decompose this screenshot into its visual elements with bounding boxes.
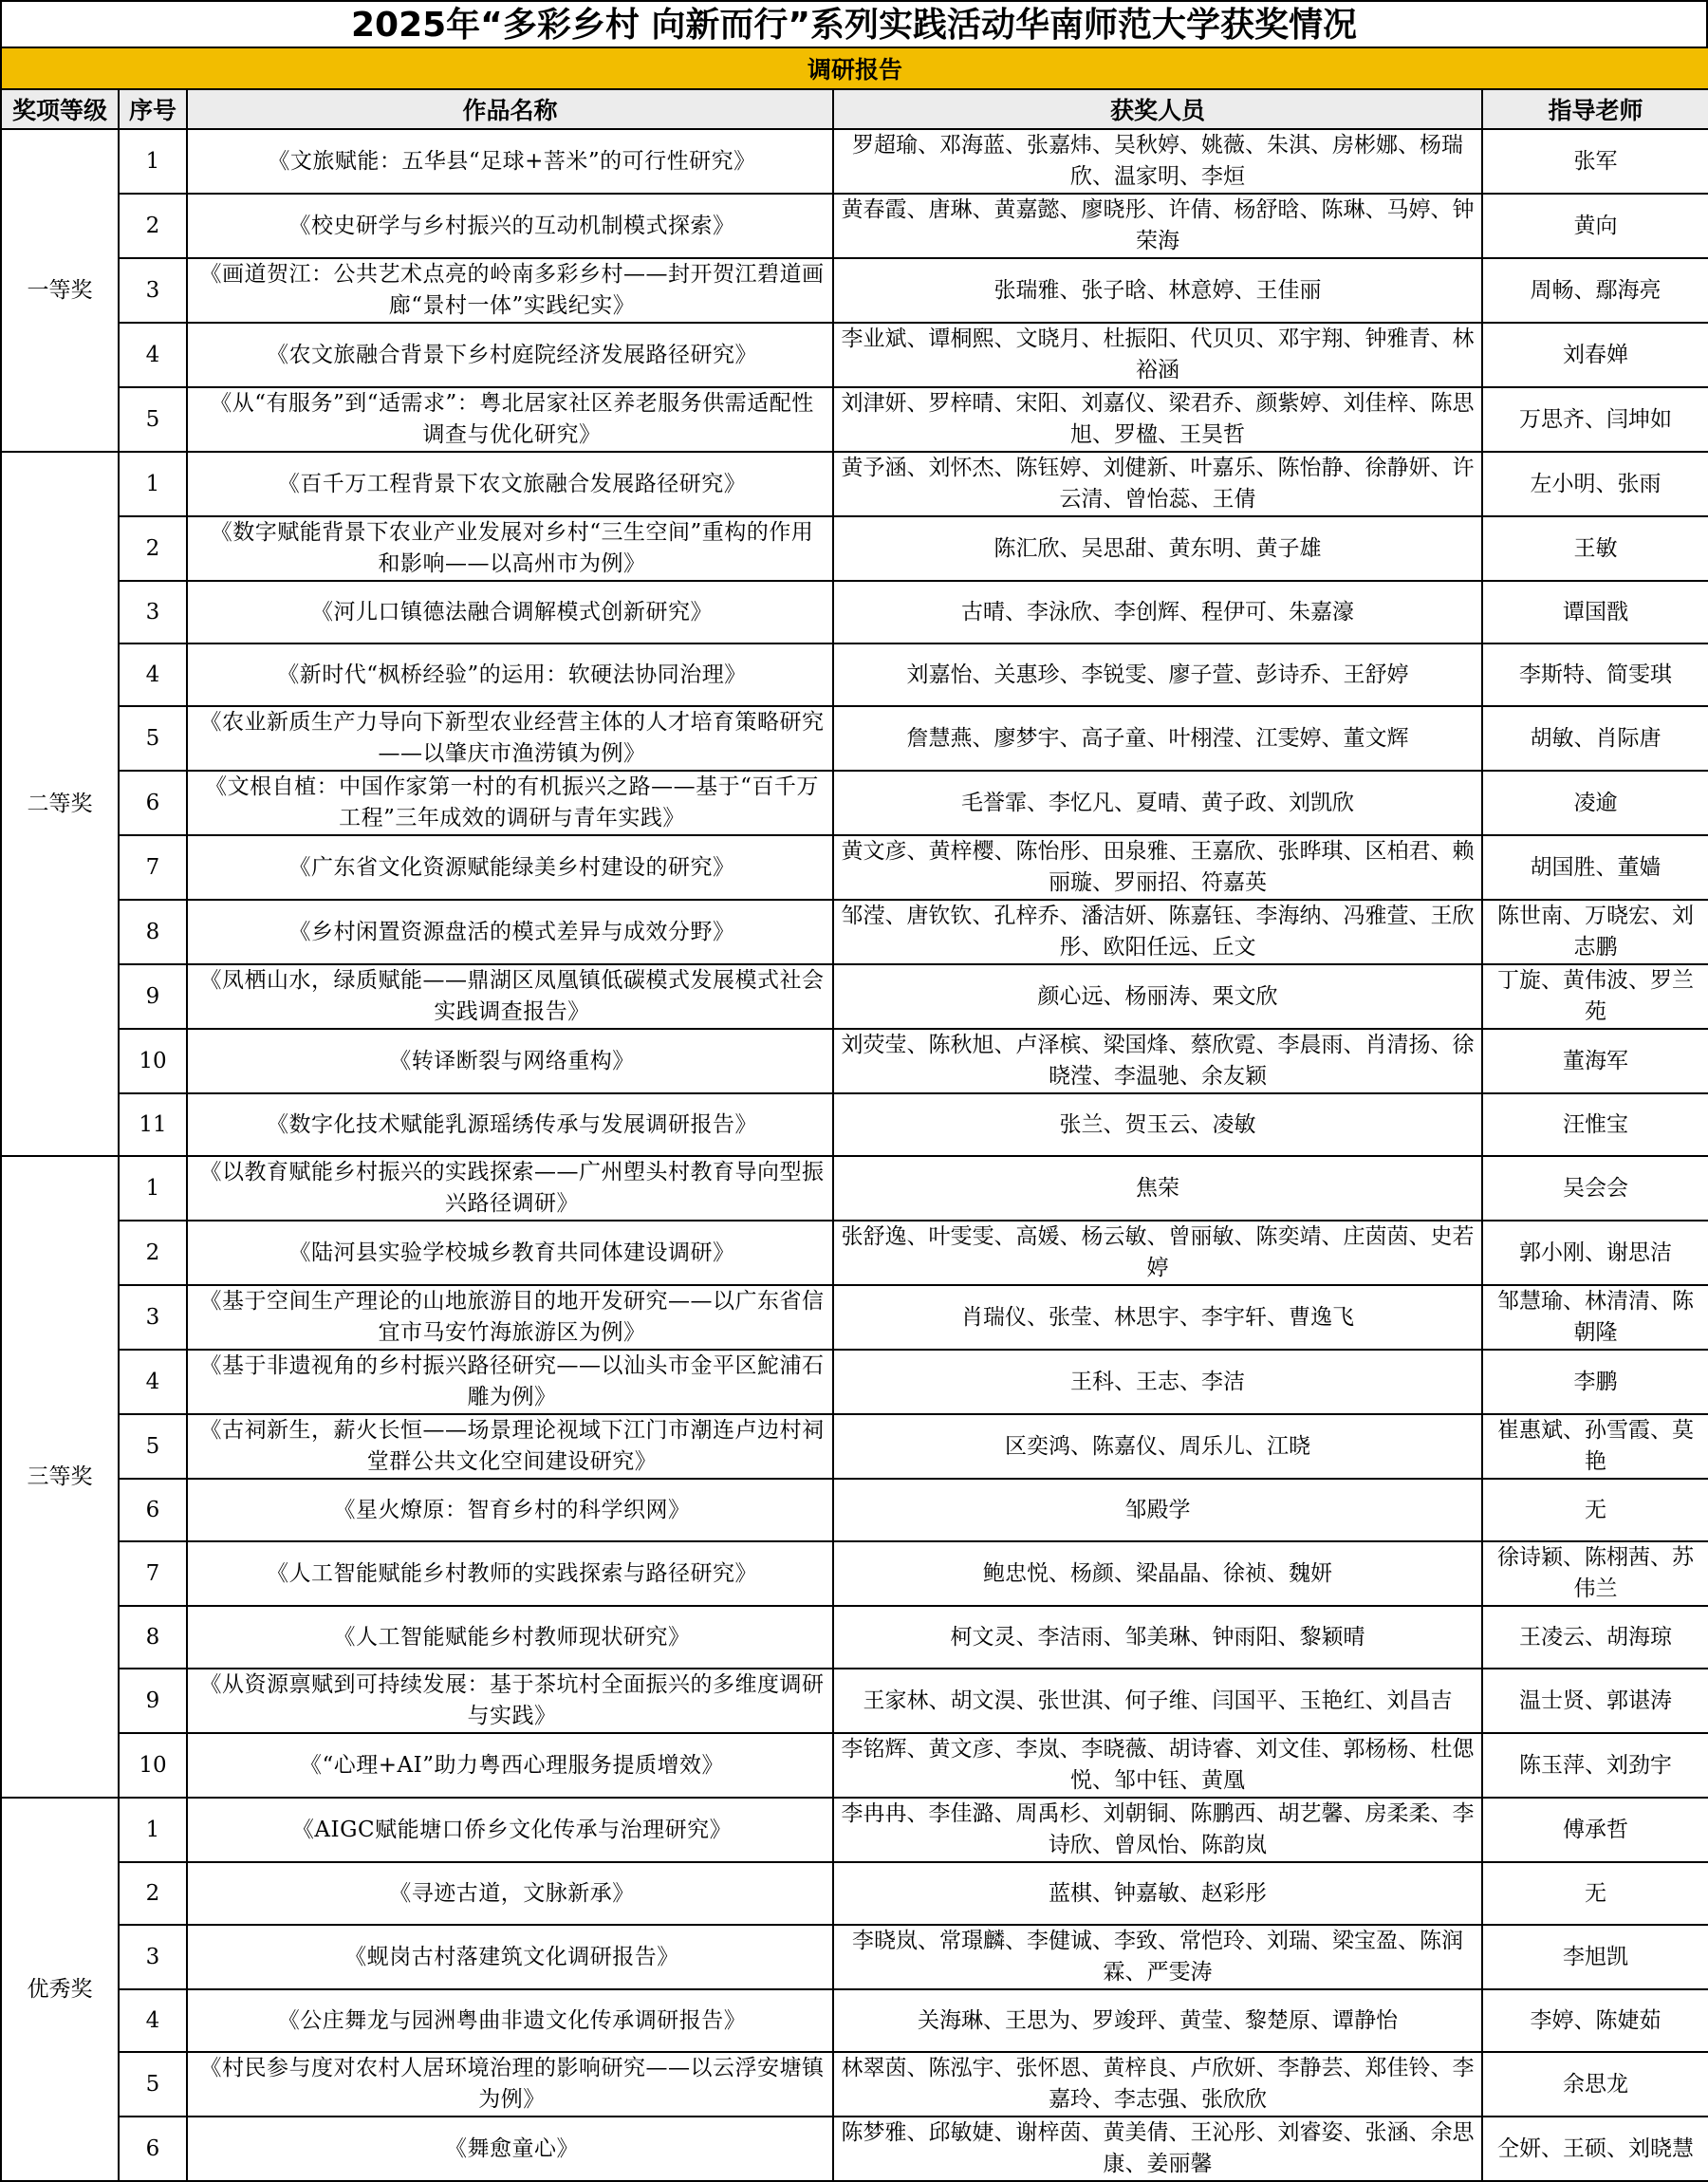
- entries-body: [1, 129, 1708, 2181]
- entry-number: 1: [119, 452, 187, 516]
- table-row: [1, 1350, 1708, 1414]
- advisor: 董海军: [1482, 1029, 1708, 1093]
- winners: 詹慧燕、廖梦宇、高子童、叶栩滢、江雯婷、董文辉: [833, 706, 1482, 771]
- advisor: 汪惟宝: [1482, 1093, 1708, 1156]
- entry-number: 2: [119, 1221, 187, 1285]
- winners: 鲍忠悦、杨颜、梁晶晶、徐祯、魏妍: [833, 1541, 1482, 1606]
- winners: 陈梦雅、邱敏婕、谢梓茵、黄美倩、王沁彤、刘睿姿、张涵、余思康、姜丽馨: [833, 2117, 1482, 2181]
- entry-number: 1: [119, 1156, 187, 1221]
- work-title: 《从“有服务”到“适需求”：粤北居家社区养老服务供需适配性调查与优化研究》: [187, 387, 833, 452]
- winners: 张舒逸、叶雯雯、高媛、杨云敏、曾丽敏、陈奕靖、庄茵茵、史若婷: [833, 1221, 1482, 1285]
- advisor: 胡国胜、董嫱: [1482, 835, 1708, 900]
- entry-number: 4: [119, 323, 187, 387]
- entry-number: 1: [119, 1798, 187, 1862]
- work-title: 《蚬岗古村落建筑文化调研报告》: [187, 1925, 833, 1989]
- advisor: 刘春婵: [1482, 323, 1708, 387]
- entry-number: 4: [119, 1350, 187, 1414]
- table-row: [1, 1669, 1708, 1733]
- table-row: [1, 1862, 1708, 1925]
- advisor: 李婷、陈婕茹: [1482, 1989, 1708, 2052]
- entry-number: 10: [119, 1029, 187, 1093]
- advisor: 黄向: [1482, 194, 1708, 258]
- advisor: 徐诗颖、陈栩茜、苏伟兰: [1482, 1541, 1708, 1606]
- table-row: [1, 129, 1708, 194]
- winners: 李业斌、谭桐熙、文晓月、杜振阳、代贝贝、邓宇翔、钟雅青、林裕涵: [833, 323, 1482, 387]
- advisor: 仝妍、王硕、刘晓慧: [1482, 2117, 1708, 2181]
- table-row: [1, 1798, 1708, 1862]
- work-title: 《古祠新生，薪火长恒——场景理论视域下江门市潮连卢边村祠堂群公共文化空间建设研究》: [187, 1414, 833, 1479]
- work-title: 《农文旅融合背景下乡村庭院经济发展路径研究》: [187, 323, 833, 387]
- work-title: 《村民参与度对农村人居环境治理的影响研究——以云浮安塘镇为例》: [187, 2052, 833, 2117]
- table-row: [1, 1479, 1708, 1541]
- award-grade: 一等奖: [1, 129, 119, 452]
- entry-number: 5: [119, 2052, 187, 2117]
- header-work-title: 作品名称: [187, 89, 833, 129]
- work-title: 《文根自植：中国作家第一村的有机振兴之路——基于“百千万工程”三年成效的调研与青年实践》: [187, 771, 833, 835]
- work-title: 《舞愈童心》: [187, 2117, 833, 2181]
- entry-number: 11: [119, 1093, 187, 1156]
- advisor: 万思齐、闫坤如: [1482, 387, 1708, 452]
- winners: 古晴、李泳欣、李创辉、程伊可、朱嘉濠: [833, 581, 1482, 643]
- advisor: 周畅、鄢海亮: [1482, 258, 1708, 323]
- winners: 柯文灵、李洁雨、邹美琳、钟雨阳、黎颖晴: [833, 1606, 1482, 1669]
- winners: 区奕鸿、陈嘉仪、周乐儿、江晓: [833, 1414, 1482, 1479]
- winners: 张兰、贺玉云、凌敏: [833, 1093, 1482, 1156]
- entry-number: 7: [119, 835, 187, 900]
- winners: 焦荣: [833, 1156, 1482, 1221]
- entry-number: 2: [119, 194, 187, 258]
- advisor: 无: [1482, 1479, 1708, 1541]
- entry-number: 3: [119, 1285, 187, 1350]
- entry-number: 3: [119, 1925, 187, 1989]
- table-row: [1, 706, 1708, 771]
- advisor: 李鹏: [1482, 1350, 1708, 1414]
- page-title: 2025年“多彩乡村 向新而行”系列实践活动华南师范大学获奖情况: [0, 0, 1708, 47]
- work-title: 《百千万工程背景下农文旅融合发展路径研究》: [187, 452, 833, 516]
- work-title: 《农业新质生产力导向下新型农业经营主体的人才培育策略研究——以肇庆市渔涝镇为例》: [187, 706, 833, 771]
- table-row: [1, 900, 1708, 964]
- table-row: [1, 1606, 1708, 1669]
- section-header: 调研报告: [1, 47, 1708, 89]
- entry-number: 3: [119, 581, 187, 643]
- advisor: 王敏: [1482, 516, 1708, 581]
- entry-number: 8: [119, 900, 187, 964]
- work-title: 《基于空间生产理论的山地旅游目的地开发研究——以广东省信宜市马安竹海旅游区为例》: [187, 1285, 833, 1350]
- advisor: 王凌云、胡海琼: [1482, 1606, 1708, 1669]
- advisor: 左小明、张雨: [1482, 452, 1708, 516]
- work-title: 《星火燎原：智育乡村的科学织网》: [187, 1479, 833, 1541]
- table-row: [1, 1093, 1708, 1156]
- header-grade: 奖项等级: [1, 89, 119, 129]
- column-header-row: [1, 89, 1708, 129]
- award-grade: 二等奖: [1, 452, 119, 1156]
- winners: 李晓岚、常璟麟、李健诚、李致、常恺玲、刘瑞、梁宝盈、陈润霖、严雯涛: [833, 1925, 1482, 1989]
- advisor: 邹慧瑜、林清清、陈朝隆: [1482, 1285, 1708, 1350]
- work-title: 《公庄舞龙与园洲粤曲非遗文化传承调研报告》: [187, 1989, 833, 2052]
- work-title: 《从资源禀赋到可持续发展：基于茶坑村全面振兴的多维度调研与实践》: [187, 1669, 833, 1733]
- table-row: [1, 258, 1708, 323]
- winners: 李冉冉、李佳潞、周禹杉、刘朝铜、陈鹏西、胡艺馨、房柔柔、李诗欣、曾凤怡、陈韵岚: [833, 1798, 1482, 1862]
- advisor: 傅承哲: [1482, 1798, 1708, 1862]
- table-row: [1, 1925, 1708, 1989]
- winners: 王科、王志、李洁: [833, 1350, 1482, 1414]
- table-row: [1, 1285, 1708, 1350]
- winners: 张瑞雅、张子晗、林意婷、王佳丽: [833, 258, 1482, 323]
- table-row: [1, 1156, 1708, 1221]
- work-title: 《陆河县实验学校城乡教育共同体建设调研》: [187, 1221, 833, 1285]
- table-row: [1, 1733, 1708, 1798]
- advisor: 凌逾: [1482, 771, 1708, 835]
- table-row: [1, 643, 1708, 706]
- table-row: [1, 452, 1708, 516]
- table-row: [1, 1414, 1708, 1479]
- entry-number: 2: [119, 516, 187, 581]
- table-row: [1, 194, 1708, 258]
- table-row: [1, 2117, 1708, 2181]
- work-title: 《“心理+AI”助力粤西心理服务提质增效》: [187, 1733, 833, 1798]
- work-title: 《数字赋能背景下农业产业发展对乡村“三生空间”重构的作用和影响——以高州市为例》: [187, 516, 833, 581]
- advisor: 陈世南、万晓宏、刘志鹏: [1482, 900, 1708, 964]
- entry-number: 9: [119, 964, 187, 1029]
- table-row: [1, 516, 1708, 581]
- work-title: 《人工智能赋能乡村教师的实践探索与路径研究》: [187, 1541, 833, 1606]
- table-row: [1, 323, 1708, 387]
- table-row: [1, 1221, 1708, 1285]
- entry-number: 5: [119, 387, 187, 452]
- work-title: 《校史研学与乡村振兴的互动机制模式探索》: [187, 194, 833, 258]
- table-row: [1, 835, 1708, 900]
- work-title: 《河儿口镇德法融合调解模式创新研究》: [187, 581, 833, 643]
- work-title: 《寻迹古道，文脉新承》: [187, 1862, 833, 1925]
- award-grade: 三等奖: [1, 1156, 119, 1798]
- entry-number: 8: [119, 1606, 187, 1669]
- work-title: 《凤栖山水，绿质赋能——鼎湖区凤凰镇低碳模式发展模式社会实践调查报告》: [187, 964, 833, 1029]
- work-title: 《新时代“枫桥经验”的运用：软硬法协同治理》: [187, 643, 833, 706]
- winners: 邹殿学: [833, 1479, 1482, 1541]
- advisor: 崔惠斌、孙雪霞、莫艳: [1482, 1414, 1708, 1479]
- work-title: 《人工智能赋能乡村教师现状研究》: [187, 1606, 833, 1669]
- entry-number: 10: [119, 1733, 187, 1798]
- work-title: 《画道贺江：公共艺术点亮的岭南多彩乡村——封开贺江碧道画廊“景村一体”实践纪实》: [187, 258, 833, 323]
- entry-number: 7: [119, 1541, 187, 1606]
- entry-number: 6: [119, 2117, 187, 2181]
- advisor: 李旭凯: [1482, 1925, 1708, 1989]
- advisor: 温士贤、郭谌涛: [1482, 1669, 1708, 1733]
- entry-number: 2: [119, 1862, 187, 1925]
- work-title: 《AIGC赋能塘口侨乡文化传承与治理研究》: [187, 1798, 833, 1862]
- table-row: [1, 1029, 1708, 1093]
- entry-number: 5: [119, 706, 187, 771]
- work-title: 《转译断裂与网络重构》: [187, 1029, 833, 1093]
- winners: 关海琳、王思为、罗竣玶、黄莹、黎楚原、谭静怡: [833, 1989, 1482, 2052]
- work-title: 《以教育赋能乡村振兴的实践探索——广州塱头村教育导向型振兴路径调研》: [187, 1156, 833, 1221]
- header-advisor: 指导老师: [1482, 89, 1708, 129]
- advisor: 李斯特、简雯琪: [1482, 643, 1708, 706]
- work-title: 《广东省文化资源赋能绿美乡村建设的研究》: [187, 835, 833, 900]
- advisor: 胡敏、肖际唐: [1482, 706, 1708, 771]
- advisor: 张军: [1482, 129, 1708, 194]
- entry-number: 4: [119, 1989, 187, 2052]
- entry-number: 6: [119, 771, 187, 835]
- winners: 林翠茵、陈泓宇、张怀恩、黄梓良、卢欣妍、李静芸、郑佳铃、李嘉玲、李志强、张欣欣: [833, 2052, 1482, 2117]
- table-row: [1, 1989, 1708, 2052]
- advisor: 郭小刚、谢思洁: [1482, 1221, 1708, 1285]
- work-title: 《数字化技术赋能乳源瑶绣传承与发展调研报告》: [187, 1093, 833, 1156]
- advisor: 余思龙: [1482, 2052, 1708, 2117]
- table-row: [1, 2052, 1708, 2117]
- header-number: 序号: [119, 89, 187, 129]
- work-title: 《基于非遗视角的乡村振兴路径研究——以汕头市金平区鮀浦石雕为例》: [187, 1350, 833, 1414]
- table-row: [1, 1541, 1708, 1606]
- winners: 李铭辉、黄文彦、李岚、李晓薇、胡诗睿、刘文佳、郭杨杨、杜偲悦、邹中钰、黄凰: [833, 1733, 1482, 1798]
- winners: 毛誉霏、李忆凡、夏晴、黄子政、刘凯欣: [833, 771, 1482, 835]
- winners: 刘嘉怡、关惠珍、李锐雯、廖子萱、彭诗乔、王舒婷: [833, 643, 1482, 706]
- award-grade: 优秀奖: [1, 1798, 119, 2181]
- work-title: 《文旅赋能：五华县“足球+菩米”的可行性研究》: [187, 129, 833, 194]
- winners: 黄春霞、唐琳、黄嘉懿、廖晓彤、许倩、杨舒晗、陈琳、马婷、钟荣海: [833, 194, 1482, 258]
- winners: 罗超瑜、邓海蓝、张嘉炜、吴秋婷、姚薇、朱淇、房彬娜、杨瑞欣、温家明、李烜: [833, 129, 1482, 194]
- entry-number: 4: [119, 643, 187, 706]
- advisor: 谭国戬: [1482, 581, 1708, 643]
- winners: 黄文彦、黄梓樱、陈怡彤、田泉雅、王嘉欣、张晔琪、区柏君、赖丽璇、罗丽招、符嘉英: [833, 835, 1482, 900]
- winners: 蓝棋、钟嘉敏、赵彩彤: [833, 1862, 1482, 1925]
- advisor: 无: [1482, 1862, 1708, 1925]
- awards-table: [0, 47, 1708, 2182]
- header-winners: 获奖人员: [833, 89, 1482, 129]
- winners: 陈汇欣、吴思甜、黄东明、黄子雄: [833, 516, 1482, 581]
- winners: 肖瑞仪、张莹、林思宇、李宇轩、曹逸飞: [833, 1285, 1482, 1350]
- entry-number: 9: [119, 1669, 187, 1733]
- advisor: 吴会会: [1482, 1156, 1708, 1221]
- entry-number: 1: [119, 129, 187, 194]
- table-row: [1, 387, 1708, 452]
- winners: 颜心远、杨丽涛、栗文欣: [833, 964, 1482, 1029]
- winners: 刘荧莹、陈秋旭、卢泽槟、梁国烽、蔡欣霓、李晨雨、肖清扬、徐晓滢、李温驰、余友颖: [833, 1029, 1482, 1093]
- advisor: 陈玉萍、刘劲宇: [1482, 1733, 1708, 1798]
- table-row: [1, 771, 1708, 835]
- table-row: [1, 964, 1708, 1029]
- work-title: 《乡村闲置资源盘活的模式差异与成效分野》: [187, 900, 833, 964]
- entry-number: 5: [119, 1414, 187, 1479]
- entry-number: 6: [119, 1479, 187, 1541]
- advisor: 丁旋、黄伟波、罗兰苑: [1482, 964, 1708, 1029]
- winners: 刘津妍、罗梓晴、宋阳、刘嘉仪、梁君乔、颜紫婷、刘佳梓、陈思旭、罗楹、王昊哲: [833, 387, 1482, 452]
- winners: 王家林、胡文淏、张世淇、何子维、闫国平、玉艳红、刘昌吉: [833, 1669, 1482, 1733]
- table-row: [1, 581, 1708, 643]
- winners: 黄予涵、刘怀杰、陈钰婷、刘健新、叶嘉乐、陈怡静、徐静妍、许云清、曾怡蕊、王倩: [833, 452, 1482, 516]
- entry-number: 3: [119, 258, 187, 323]
- winners: 邹滢、唐钦钦、孔梓乔、潘洁妍、陈嘉钰、李海纳、冯雅萱、王欣彤、欧阳任远、丘文: [833, 900, 1482, 964]
